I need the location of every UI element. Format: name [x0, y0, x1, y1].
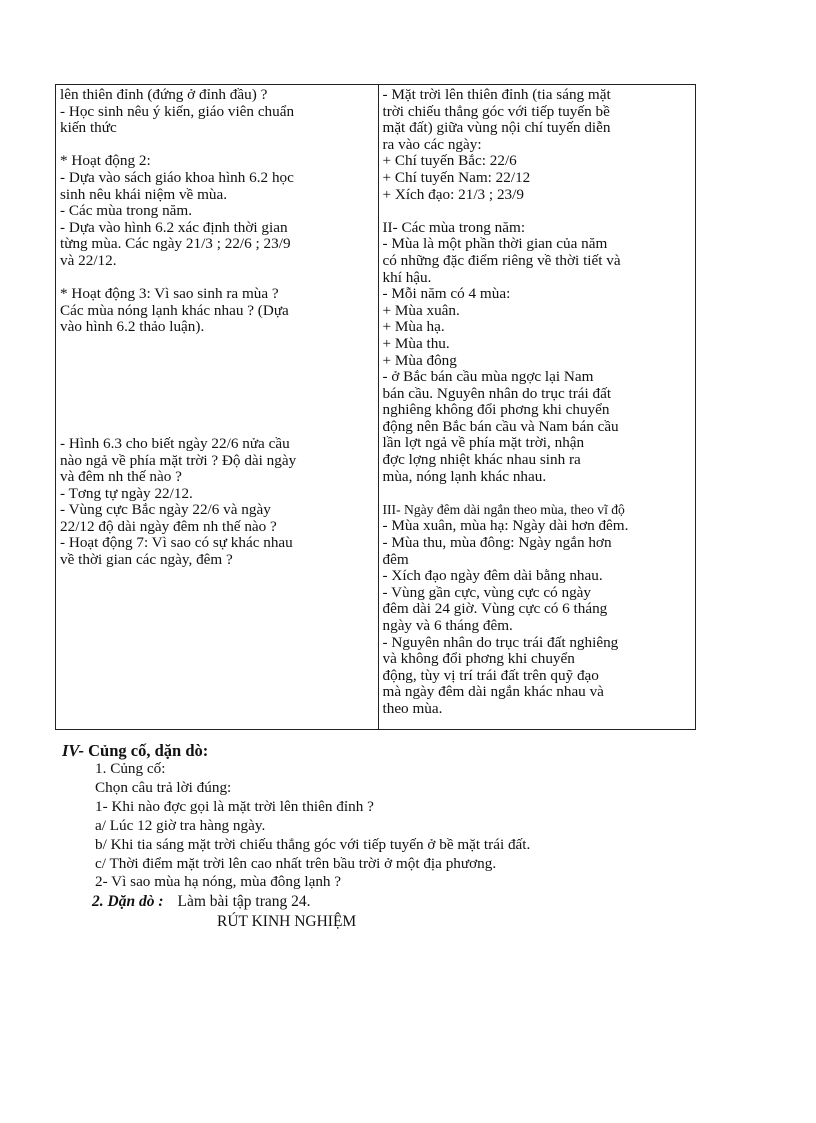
text-line: và đêm nh thế nào ? — [60, 469, 182, 486]
text-line: sinh nêu khái niệm về mùa. — [60, 186, 228, 203]
homework-line — [62, 892, 742, 912]
text-line: + Chí tuyến Bắc: 22/6 — [382, 153, 517, 170]
text-line: - Mùa là một phần thời gian của năm — [382, 236, 608, 253]
text-line: vào hình 6.2 thảo luận). — [60, 319, 205, 336]
text-line: - Dựa vào hình 6.2 xác định thời gian — [60, 219, 288, 236]
text-line: - Vùng cực Bắc ngày 22/6 và ngày — [60, 502, 271, 519]
text-line: khí hậu. — [382, 269, 432, 286]
text-line: bán cầu. Nguyên nhân do trục trái đất — [382, 385, 612, 402]
text-line: - Mặt trời lên thiên đỉnh (tia sáng mặt — [382, 87, 611, 103]
text-line: - Nguyên nhân do trục trái đất nghiêng — [382, 634, 619, 651]
section-number: IV- — [62, 741, 85, 760]
activities-column — [56, 85, 379, 730]
lesson-table — [55, 84, 696, 730]
text-line: ngày và 6 tháng đêm. — [382, 618, 513, 634]
text-line: - ở Bắc bán cầu mùa ngợc lại Nam — [382, 369, 594, 386]
spacer — [60, 270, 374, 287]
table-row — [56, 85, 696, 730]
text-line: trời chiếu thẳng góc với tiếp tuyến bề — [382, 103, 610, 120]
text-line: Các mùa nóng lạnh khác nhau ? (Dựa — [60, 302, 289, 319]
text-line: - Học sinh nêu ý kiến, giáo viên chuẩn — [60, 103, 295, 120]
text-line: động, tùy vị trí trái đất trên quỹ đạo — [382, 667, 599, 684]
spacer — [60, 137, 374, 154]
content-column — [378, 85, 696, 730]
section-title — [62, 741, 742, 760]
text-line: theo mùa. — [382, 700, 443, 717]
text-line: + Mùa thu. — [382, 335, 450, 352]
section-heading: III- Ngày đêm dài ngắn theo mùa, theo vĩ độ — [382, 501, 625, 517]
answer-option: a/ Lúc 12 giờ tra hàng ngày. — [95, 816, 266, 834]
text-line: + Mùa xuân. — [382, 302, 460, 319]
text-line: nào ngả về phía mặt trời ? Độ dài ngày — [60, 452, 297, 469]
spacer — [60, 336, 374, 436]
question-line: 1- Khi nào đợc gọi là mặt trời lên thiên đỉnh ? — [95, 797, 374, 815]
activity-heading: * Hoạt động 2: — [60, 153, 151, 170]
answer-option: c/ Thời điểm mặt trời lên cao nhất trên bầu trời ở một địa phương. — [95, 854, 497, 872]
text-line: 1. Củng cố: — [95, 760, 166, 777]
text-line: 22/12 độ dài ngày đêm nh thế nào ? — [60, 518, 277, 535]
text-line: đợc lợng nhiệt khác nhau sinh ra — [382, 452, 581, 469]
answer-option: b/ Khi tia sáng mặt trời chiếu thẳng góc với tiếp tuyến ở bề mặt trái đất. — [95, 835, 531, 853]
text-line: - Hình 6.3 cho biết ngày 22/6 nửa cầu — [60, 435, 290, 452]
text-line: - Mùa thu, mùa đông: Ngày ngắn hơn — [382, 535, 612, 552]
text-line: động nên Bắc bán cầu và Nam bán cầu — [382, 418, 619, 435]
text-line: lên thiên đỉnh (đứng ở đỉnh đầu) ? — [60, 87, 268, 103]
text-line: về thời gian các ngày, đêm ? — [60, 552, 233, 569]
text-line: ra vào các ngày: — [382, 136, 482, 153]
text-line: mà ngày đêm dài ngắn khác nhau và — [382, 684, 604, 701]
question-line: 2- Vì sao mùa hạ nóng, mùa đông lạnh ? — [95, 873, 342, 891]
spacer — [383, 203, 692, 220]
homework-label: 2. Dặn dò : — [92, 893, 164, 911]
text-line: đêm dài 24 giờ. Vùng cực có 6 tháng — [382, 601, 608, 618]
experience-heading: RÚT KINH NGHIỆM — [217, 913, 357, 931]
text-line: mặt đất) giữa vùng nội chí tuyến diễn — [382, 120, 611, 137]
text-line: mùa, nóng lạnh khác nhau. — [382, 468, 547, 485]
text-line: lần lợt ngả về phía mặt trời, nhận — [382, 435, 585, 452]
section-heading: II- Các mùa trong năm: — [382, 219, 526, 236]
text-line: Chọn câu trả lời đúng: — [95, 778, 232, 796]
homework-text: Làm bài tập trang 24. — [177, 893, 311, 911]
text-line: nghiêng không đổi phơng khi chuyển — [382, 402, 610, 419]
text-line: + Xích đạo: 21/3 ; 23/9 — [382, 186, 524, 203]
text-line: kiến thức — [60, 120, 117, 137]
text-line: + Mùa hạ. — [382, 319, 445, 336]
text-line: từng mùa. Các ngày 21/3 ; 22/6 ; 23/9 — [60, 236, 291, 253]
text-line: - Dựa vào sách giáo khoa hình 6.2 học — [60, 169, 294, 186]
text-line: + Mùa đông — [382, 352, 457, 369]
text-line: - Xích đạo ngày đêm dài bằng nhau. — [382, 568, 603, 585]
text-line: + Chí tuyến Nam: 22/12 — [382, 169, 531, 186]
text-line: và không đổi phơng khi chuyển — [382, 651, 575, 668]
text-line: - Mỗi năm có 4 mùa: — [382, 286, 511, 303]
section-title-text: Củng cố, dặn dò: — [88, 741, 209, 760]
consolidation-section — [62, 741, 742, 932]
text-line: - Các mùa trong năm. — [60, 203, 193, 220]
text-line: - Vùng gần cực, vùng cực có ngày — [382, 584, 591, 601]
activity-heading: * Hoạt động 3: Vì sao sinh ra mùa ? — [60, 286, 279, 303]
text-line: và 22/12. — [60, 252, 117, 269]
text-line: - Tơng tự ngày 22/12. — [60, 485, 193, 502]
text-line: - Hoạt động 7: Vì sao có sự khác nhau — [60, 535, 293, 552]
text-line: có những đặc điểm riêng về thời tiết và — [382, 252, 621, 269]
spacer — [383, 485, 692, 502]
text-line: đêm — [382, 551, 409, 568]
text-line: - Mùa xuân, mùa hạ: Ngày dài hơn đêm. — [382, 518, 629, 535]
